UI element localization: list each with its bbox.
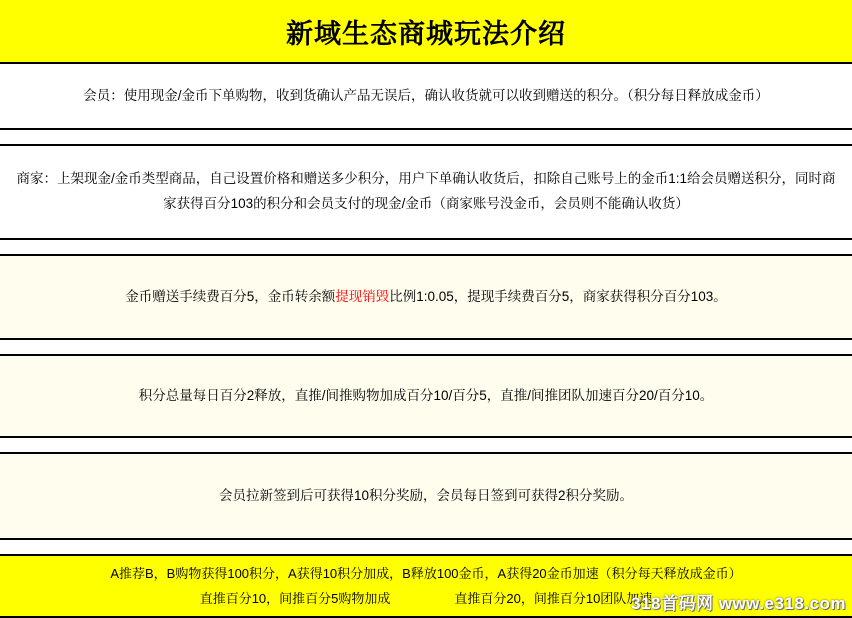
section-points-text: 积分总量每日百分2释放，直推/间推购物加成百分10/百分5，直推/间推团队加速百分20/百分10。 [138, 387, 714, 403]
section-promotion [0, 556, 852, 618]
section-merchant [0, 146, 852, 240]
section-coin-text-after: 比例1:0.05，提现手续费百分5，商家获得积分百分103。 [389, 288, 727, 304]
divider-spacer-1 [0, 130, 852, 146]
section-promotion-line2-right: 直推百分20，间推百分10团队加速 [454, 591, 653, 606]
divider-spacer-3 [0, 340, 852, 356]
section-signin-text: 会员拉新签到后可获得10积分奖励，会员每日签到可获得2积分奖励。 [218, 487, 634, 503]
section-coin-highlight: 提现销毁 [335, 288, 390, 304]
section-promotion-line1: A推荐B，B购物获得100积分，A获得10积分加成，B释放100金币，A获得20金币加速（积分每天释放成金币） [110, 565, 742, 581]
section-promotion-line2-left: 直推百分10，间推百分5购物加成 [199, 591, 391, 606]
section-promotion-content [4, 561, 848, 612]
divider-spacer-2 [0, 240, 852, 256]
section-coin-text-before: 金币赠送手续费百分5，金币转余额 [125, 288, 336, 304]
section-member-text: 会员：使用现金/金币下单购物，收到货确认产品无误后，确认收货就可以收到赠送的积分。（积分每日释放成金币） [83, 87, 769, 103]
section-coin [0, 256, 852, 340]
page-title-band [0, 0, 852, 64]
watermark: 318首码网 www.e318.com [631, 594, 846, 613]
divider-spacer-5 [0, 540, 852, 556]
divider-spacer-4 [0, 438, 852, 454]
section-signin [0, 454, 852, 540]
section-promotion-line2 [4, 586, 848, 611]
section-points [0, 356, 852, 438]
section-coin-text [10, 285, 842, 310]
page-title: 新域生态商城玩法介绍 [286, 18, 566, 49]
section-merchant-text: 商家：上架现金/金币类型商品，自己设置价格和赠送多少积分，用户下单确认收货后，扣除自己账号上的金币1:1给会员赠送积分，同时商家获得百分103的积分和会员支付的现金/金币（商家账号没金币，会员则不能确认收货） [16, 171, 836, 211]
section-member [0, 64, 852, 130]
